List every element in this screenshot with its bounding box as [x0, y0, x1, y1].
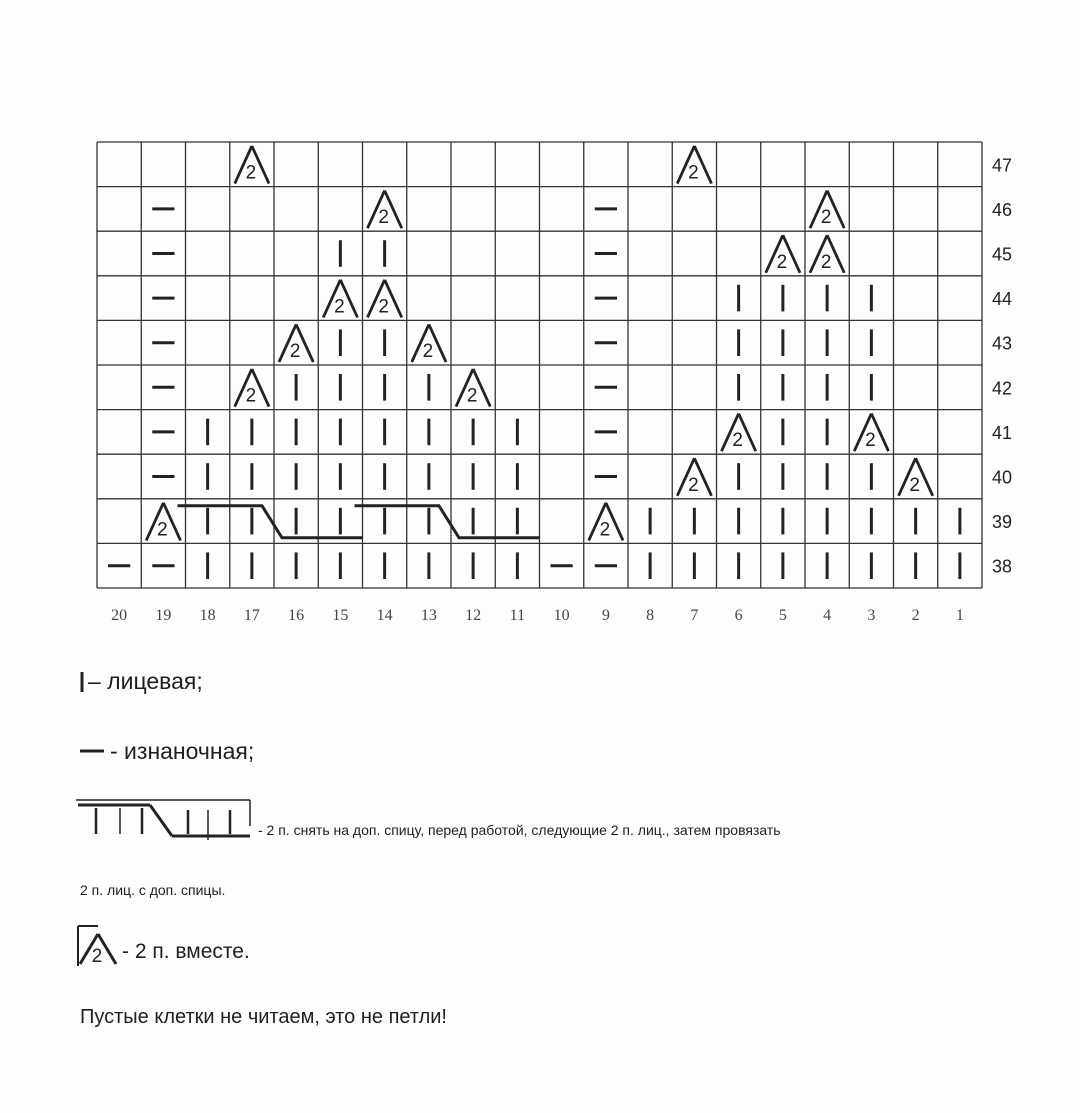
purl-stitch-icon	[78, 739, 110, 765]
legend-knit	[78, 668, 203, 695]
stitch-number-label: 15	[332, 607, 349, 624]
stitch-number-label: 18	[199, 607, 216, 624]
k2tog-mark-label: 2	[820, 207, 832, 229]
cable-cross-icon	[76, 796, 256, 842]
k2tog-mark-label: 2	[688, 474, 699, 496]
stitch-number-label: 6	[734, 607, 743, 624]
k2tog-mark-label: 2	[157, 519, 168, 541]
k2tog-mark-label: 2	[599, 519, 611, 541]
k2tog-mark-label: 2	[732, 430, 743, 452]
row-number-label: 44	[992, 289, 1013, 310]
stitch-number-label: 17	[243, 607, 260, 624]
stitch-number-label: 9	[601, 607, 610, 624]
stitch-number-label: 7	[690, 607, 699, 624]
stitch-number-label: 8	[646, 607, 655, 624]
k2tog-mark-label: 2	[289, 341, 301, 362]
k2tog-mark-label: 2	[245, 162, 257, 184]
stitch-number-label: 20	[111, 607, 128, 624]
cable-cross-mark	[355, 506, 540, 538]
stitch-number-label: 11	[509, 607, 526, 624]
k2tog-mark-label: 2	[909, 474, 920, 496]
row-number-label: 47	[992, 155, 1013, 176]
stitch-number-label: 10	[553, 607, 570, 624]
k2tog-mark-label: 2	[688, 162, 699, 184]
row-number-label: 45	[992, 244, 1013, 265]
row-number-label: 41	[992, 422, 1013, 443]
stitch-number-label: 13	[420, 607, 437, 624]
k2tog-mark-label: 2	[820, 251, 832, 273]
k2tog-mark-label: 2	[422, 341, 434, 362]
legend-cable-continuation	[80, 882, 225, 898]
stitch-number-label: 5	[778, 607, 787, 624]
k2tog-mark-label: 2	[466, 385, 478, 407]
k2tog-mark-label: 2	[776, 251, 788, 273]
k2tog-mark-label: 2	[334, 296, 345, 318]
legend-k2tog	[76, 922, 250, 968]
stitch-number-label: 3	[867, 607, 876, 624]
stitch-number-label: 12	[465, 607, 482, 624]
row-number-label: 42	[992, 378, 1013, 399]
legend-note	[80, 1006, 447, 1029]
stitch-number-label: 4	[823, 607, 832, 624]
stitch-number-label: 14	[376, 607, 393, 624]
row-number-label: 46	[992, 199, 1013, 220]
k2tog-icon-label: 2	[91, 946, 103, 967]
row-number-label: 39	[992, 512, 1013, 533]
k2tog-mark-label: 2	[245, 385, 257, 407]
legend-cable-text: - 2 п. снять на доп. спицу, перед работой, следующие 2 п. лиц., затем провязать	[258, 822, 781, 838]
row-number-label: 40	[992, 467, 1013, 488]
legend-purl	[78, 738, 254, 765]
k2tog-mark-label: 2	[865, 430, 876, 452]
row-number-label: 38	[992, 556, 1013, 577]
legend-cable-text-2: 2 п. лиц. с доп. спицы.	[80, 882, 226, 898]
cable-cross-mark	[178, 506, 363, 538]
legend-knit-text: – лицевая;	[88, 668, 203, 694]
k2tog-mark-label: 2	[378, 296, 389, 318]
k2tog-icon	[76, 922, 122, 968]
row-number-label: 43	[992, 333, 1013, 354]
stitch-number-label: 2	[911, 607, 920, 624]
legend-purl-text: - изнаночная;	[110, 738, 255, 764]
stitch-number-label: 19	[155, 607, 172, 624]
knit-stitch-icon	[78, 669, 88, 695]
stitch-number-label: 16	[288, 607, 305, 624]
legend-note-text: Пустые клетки не читаем, это не петли!	[80, 1006, 447, 1028]
k2tog-mark-label: 2	[378, 207, 389, 229]
stitch-number-label: 1	[955, 607, 964, 624]
legend-cable	[76, 796, 781, 842]
legend-k2tog-text: - 2 п. вместе.	[122, 940, 250, 963]
